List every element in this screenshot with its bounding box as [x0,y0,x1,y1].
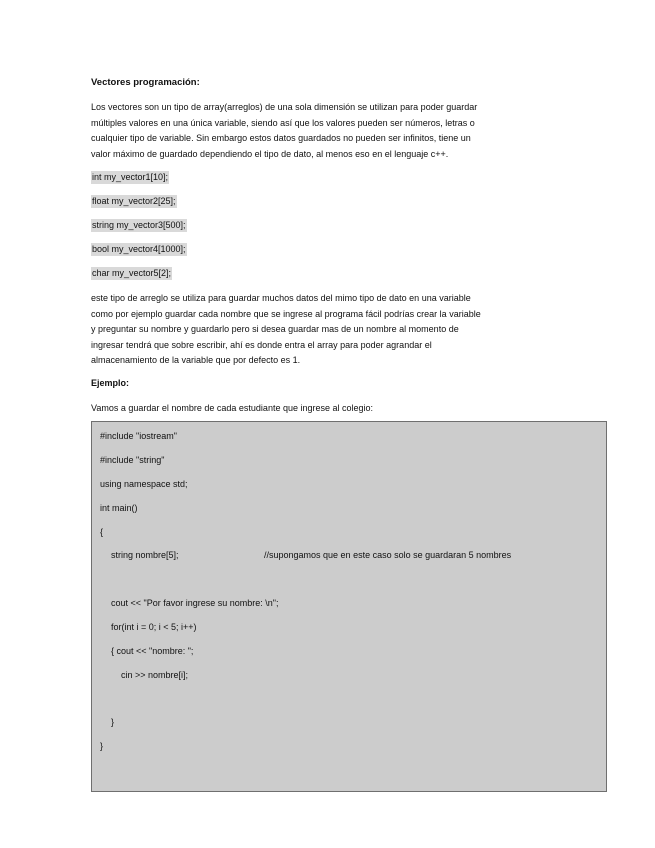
explanation-paragraph [91,291,561,369]
declaration-string-vector: string my_vector3[500]; [92,220,186,230]
paragraph-line: cualquier tipo de variable. Sin embargo estos datos guardados no pueden ser infinitos, tiene un [91,133,471,143]
document-title: Vectores programación: [91,77,200,88]
code-main-close: } [100,741,104,751]
paragraph-line: y preguntar su nombre y guardarlo pero si desea guardar mas de un nombre al momento de [91,324,459,334]
code-cin-line: cin >> nombre[i]; [121,670,189,680]
code-open-brace: { [100,527,104,537]
code-include-iostream: #include "iostream" [100,431,177,441]
code-comment: //supongamos que en este caso solo se guardaran 5 nombres [264,550,512,560]
code-cout-prompt: cout << "Por favor ingrese su nombre: \n"; [111,598,279,608]
declaration-float-vector: float my_vector2[25]; [92,196,176,206]
code-loop-close: } [111,717,115,727]
code-loop-open-cout: { cout << "nombre: "; [111,646,194,656]
declaration-bool-vector: bool my_vector4[1000]; [92,244,186,254]
paragraph-line: como por ejemplo guardar cada nombre que se ingrese al programa fácil podrías crear la variable [91,308,481,319]
paragraph-line: valor máximo de guardado dependiendo el tipo de dato, al menos eso en el lenguaje c++. [91,148,449,159]
example-intro: Vamos a guardar el nombre de cada estudiante que ingrese al colegio: [91,403,374,413]
code-using-namespace: using namespace std; [100,479,188,489]
code-include-string: #include "string" [100,455,165,465]
paragraph-line: ingresar tendrá que sobre escribir, ahí es donde entra el array para poder agrandar el [91,339,432,350]
example-heading: Ejemplo: [91,378,130,388]
code-for-loop: for(int i = 0; i < 5; i++) [111,622,197,632]
declaration-char-vector: char my_vector5[2]; [92,268,172,278]
code-main-signature: int main() [100,503,138,513]
paragraph-line: múltiples valores en una única variable, siendo así que los valores pueden ser números, letras o [91,117,475,128]
declaration-int-vector: int my_vector1[10]; [92,172,169,182]
code-string-declaration: string nombre[5]; [111,550,179,560]
paragraph-line: este tipo de arreglo se utiliza para guardar muchos datos del mimo tipo de dato en una variable [91,293,471,303]
intro-paragraph [91,100,561,162]
paragraph-line: Los vectores son un tipo de array(arreglos) de una sola dimensión se utilizan para poder guardar [91,102,478,112]
code-example-box [91,421,607,792]
paragraph-line: almacenamiento de la variable que por defecto es 1. [91,355,301,365]
